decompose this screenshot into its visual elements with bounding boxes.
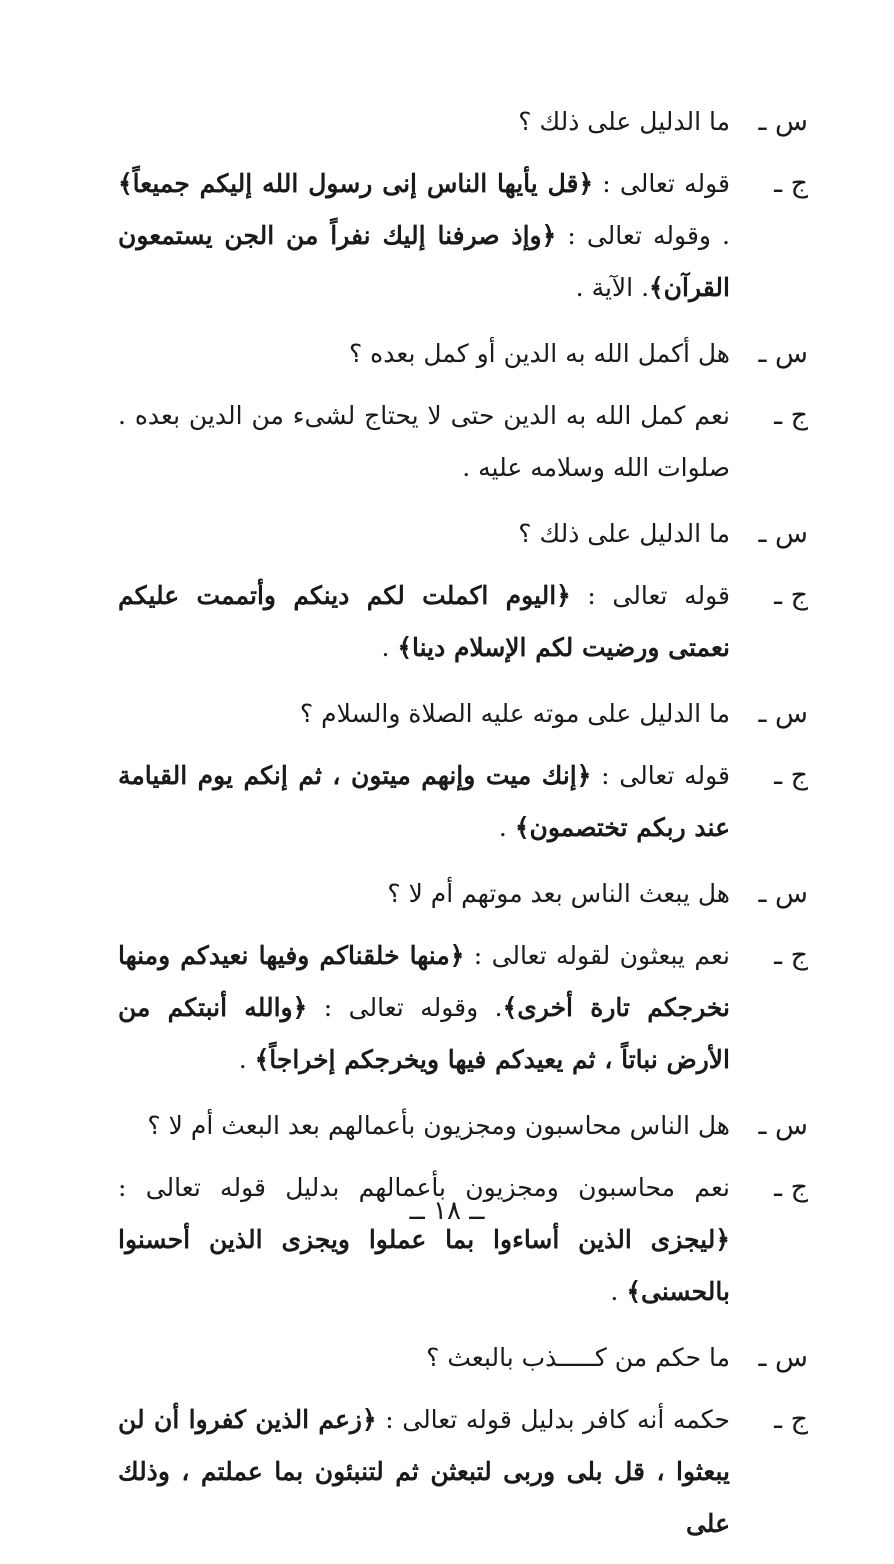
answer-text — [118, 390, 730, 494]
quran-verse: ﴿إنك ميت وإنهم ميتون ، ثم إنكم يوم القيامة عند ربكم تختصمون﴾ — [118, 761, 730, 842]
quran-verse: ﴿والله أنبتكم من الأرض نباتاً ، ثم يعيدكم فيها ويخرجكم إخراجاً﴾ — [118, 993, 730, 1074]
answer-entry — [118, 158, 808, 314]
answer-marker: ج ـ — [774, 940, 808, 971]
page-number: ــ ١٨ ــ — [409, 1196, 485, 1226]
text-segment: قوله تعالى : — [593, 169, 730, 198]
answer-marker: ج ـ — [774, 1172, 808, 1203]
question-marker: س ـ — [758, 878, 808, 909]
text-segment: ما حكم من كـــــذب بالبعث ؟ — [426, 1343, 730, 1372]
question-text — [118, 688, 730, 740]
quran-verse: ﴿وإذ صرفنا إليك نفراً من الجن يستمعون القرآن﴾ — [118, 221, 730, 302]
question-text — [118, 328, 730, 380]
text-segment: . — [498, 813, 515, 842]
answer-text — [118, 570, 730, 674]
answer-entry — [118, 750, 808, 854]
text-segment: قوله تعالى : — [570, 581, 731, 610]
answer-text — [118, 158, 730, 314]
answer-entry — [118, 1162, 808, 1318]
question-marker: س ـ — [758, 338, 808, 369]
text-segment: ما الدليل على موته عليه الصلاة والسلام ؟ — [299, 699, 730, 728]
question-entry — [118, 1100, 808, 1152]
text-segment: نعم كمل الله به الدين حتى لا يحتاج لشىء من الدين بعده . صلوات الله وسلامه عليه . — [118, 401, 730, 482]
answer-text — [118, 1394, 730, 1550]
text-segment: قوله تعالى : — [591, 761, 730, 790]
text-segment: نعم محاسبون ومجزيون بأعمالهم بدليل قوله تعالى : — [118, 1173, 730, 1202]
quran-verse: ﴿قل يأيها الناس إنى رسول الله إليكم جميعاً﴾ — [118, 169, 594, 198]
question-entry — [118, 688, 808, 740]
answer-marker: ج ـ — [774, 580, 808, 611]
question-entry — [118, 508, 808, 560]
text-segment: ما الدليل على ذلك ؟ — [518, 519, 730, 548]
question-text — [118, 1100, 730, 1152]
text-segment: نعم يبعثون لقوله تعالى : — [464, 941, 731, 970]
question-marker: س ـ — [758, 1110, 808, 1141]
text-segment: ما الدليل على ذلك ؟ — [518, 107, 730, 136]
text-segment: . — [238, 1045, 255, 1074]
answer-entry — [118, 390, 808, 494]
quran-verse: ﴿ليجزى الذين أساءوا بما عملوا ويجزى الذين أحسنوا بالحسنى﴾ — [118, 1225, 730, 1306]
answer-entry — [118, 930, 808, 1086]
question-entry — [118, 868, 808, 920]
answer-entry — [118, 570, 808, 674]
question-marker: س ـ — [758, 518, 808, 549]
answer-entry — [118, 1394, 808, 1550]
answer-text — [118, 750, 730, 854]
answer-marker: ج ـ — [774, 168, 808, 199]
answer-marker: ج ـ — [774, 760, 808, 791]
question-entry — [118, 96, 808, 148]
question-text — [118, 508, 730, 560]
text-segment: . وقوله تعالى : — [307, 993, 503, 1022]
answer-text — [118, 930, 730, 1086]
text-segment: هل يبعث الناس بعد موتهم أم لا ؟ — [387, 879, 730, 908]
question-marker: س ـ — [758, 1342, 808, 1373]
quran-verse: ﴿اليوم اكملت لكم دينكم وأتممت عليكم نعمتى ورضيت لكم الإسلام دينا﴾ — [118, 581, 730, 662]
question-entry — [118, 1332, 808, 1384]
question-entry — [118, 328, 808, 380]
text-segment: . وقوله تعالى : — [556, 221, 730, 250]
text-segment: هل الناس محاسبون ومجزيون بأعمالهم بعد البعث أم لا ؟ — [147, 1111, 730, 1140]
quran-verse: ﴿منها خلقناكم وفيها نعيدكم ومنها نخرجكم تارة أخرى﴾ — [118, 941, 730, 1022]
quran-verse: ﴿زعم الذين كفروا أن لن يبعثوا ، قل بلى وربى لتبعثن ثم لتنبئون بما عملتم ، وذلك على — [118, 1405, 730, 1538]
answer-text — [118, 1162, 730, 1318]
question-text — [118, 1332, 730, 1384]
answer-marker: ج ـ — [774, 400, 808, 431]
text-segment: . — [381, 633, 398, 662]
text-segment: . — [610, 1277, 627, 1306]
text-segment: هل أكمل الله به الدين أو كمل بعده ؟ — [348, 339, 730, 368]
qa-list — [118, 96, 808, 1564]
text-segment: حكمه أنه كافر بدليل قوله تعالى : — [376, 1405, 730, 1434]
question-marker: س ـ — [758, 698, 808, 729]
text-segment: . الآية . — [575, 273, 650, 302]
question-marker: س ـ — [758, 106, 808, 137]
question-text — [118, 96, 730, 148]
question-text — [118, 868, 730, 920]
answer-marker: ج ـ — [774, 1404, 808, 1435]
